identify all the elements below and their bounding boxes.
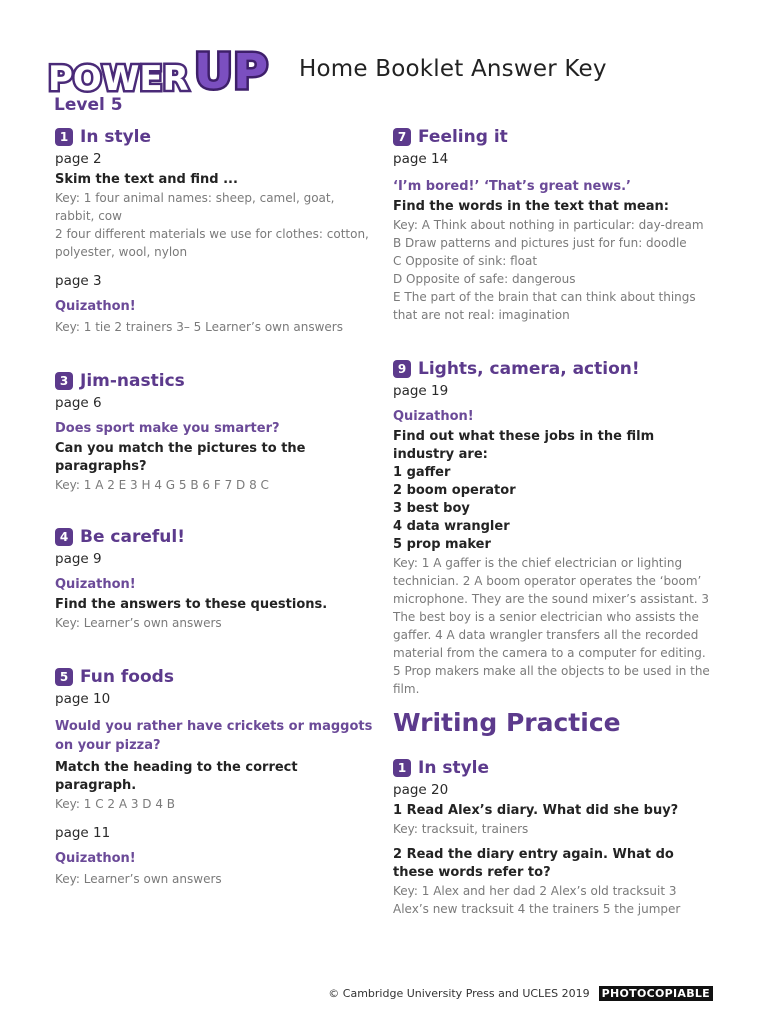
- job-item: 1 gaffer: [393, 465, 451, 480]
- document-title: Home Booklet Answer Key: [299, 56, 607, 82]
- page-ref: page 2: [55, 151, 102, 167]
- unit-number-badge: 9: [393, 360, 411, 378]
- page-ref: page 3: [55, 273, 102, 289]
- page-ref: page 6: [55, 395, 102, 411]
- answer-key: Key: 1 Alex and her dad 2 Alex’s old tracksuit 3 Alex’s new tracksuit 4 the trainers 5 the jumper: [393, 884, 681, 916]
- answer-key: D Opposite of safe: dangerous: [393, 272, 576, 286]
- sub-heading: Does sport make you smarter?: [55, 421, 280, 436]
- answer-key: Key: Learner’s own answers: [55, 872, 222, 886]
- unit-title: Fun foods: [80, 667, 174, 687]
- page-ref: page 14: [393, 151, 449, 167]
- answer-key: Key: A Think about nothing in particular: day-dream: [393, 218, 704, 232]
- answer-key: Key: 1 four animal names: sheep, camel, goat, rabbit, cow: [55, 191, 335, 223]
- footer: [328, 986, 713, 1001]
- svg-text:POWER: POWER: [48, 59, 189, 99]
- job-item: 4 data wrangler: [393, 519, 510, 534]
- task-heading: Can you match the pictures to the paragraphs?: [55, 441, 306, 474]
- unit-number-badge: 5: [55, 668, 73, 686]
- answer-key: Key: Learner’s own answers: [55, 616, 222, 630]
- unit-9: [393, 358, 713, 698]
- unit-number-badge: 3: [55, 372, 73, 390]
- page-ref: page 10: [55, 691, 111, 707]
- page-ref: page 11: [55, 825, 111, 841]
- sub-heading: Quizathon!: [55, 577, 136, 592]
- page-ref: page 20: [393, 782, 449, 798]
- photocopiable-badge: PHOTOCOPIABLE: [599, 986, 713, 1001]
- sub-heading: Would you rather have crickets or maggots on your pizza?: [55, 719, 373, 753]
- sub-heading: Quizathon!: [55, 851, 136, 866]
- answer-key: 2 four different materials we use for clothes: cotton, polyester, wool, nylon: [55, 227, 369, 259]
- task-heading: Find the words in the text that mean:: [393, 199, 669, 214]
- answer-key: Key: 1 C 2 A 3 D 4 B: [55, 797, 176, 811]
- sub-heading: Quizathon!: [393, 409, 474, 424]
- power-up-logo: [44, 40, 280, 102]
- unit-number-badge: 1: [55, 128, 73, 146]
- unit-title: Be careful!: [80, 527, 185, 547]
- answer-key: Key: tracksuit, trainers: [393, 822, 529, 836]
- unit-3: [55, 370, 375, 494]
- task-heading: Find out what these jobs in the film industry are:: [393, 429, 655, 462]
- page-ref: page 19: [393, 383, 449, 399]
- unit-number-badge: 1: [393, 759, 411, 777]
- sub-heading: Quizathon!: [55, 299, 136, 314]
- unit-number-badge: 7: [393, 128, 411, 146]
- right-column: [393, 126, 713, 918]
- unit-4: [55, 526, 375, 632]
- task-heading: Find the answers to these questions.: [55, 597, 328, 612]
- task-heading: 2 Read the diary entry again. What do these words refer to?: [393, 847, 674, 880]
- svg-text:UP: UP: [194, 44, 269, 100]
- copyright-text: © Cambridge University Press and UCLES 2019: [328, 987, 590, 1000]
- answer-key: Key: 1 A 2 E 3 H 4 G 5 B 6 F 7 D 8 C: [55, 478, 269, 492]
- section-title: Writing Practice: [393, 708, 621, 737]
- answer-key: Key: 1 tie 2 trainers 3– 5 Learner’s own answers: [55, 320, 343, 334]
- job-item: 5 prop maker: [393, 537, 491, 552]
- answer-key: Key: 1 A gaffer is the chief electrician or lighting technician. 2 A boom operator operates the ‘boom’ microphone. They are the sound mixer’s assistant. 3 The best boy is a senior electrician who assists the gaffer. 4 A data wrangler transfers all the recorded material from the camera to a computer for editing. 5 Prop makers make all the objects to be used in the film.: [393, 556, 710, 696]
- task-heading: Skim the text and find ...: [55, 172, 238, 187]
- unit-title: Lights, camera, action!: [418, 359, 640, 379]
- unit-7: [393, 126, 713, 324]
- answer-key: C Opposite of sink: float: [393, 254, 538, 268]
- sub-heading: ‘I’m bored!’ ‘That’s great news.’: [393, 179, 631, 194]
- left-column: [55, 126, 375, 888]
- page-ref: page 9: [55, 551, 102, 567]
- answer-key: B Draw patterns and pictures just for fun: doodle: [393, 236, 687, 250]
- writing-practice: [393, 708, 713, 918]
- answer-key: E The part of the brain that can think about things that are not real: imagination: [393, 290, 696, 322]
- unit-number-badge: 4: [55, 528, 73, 546]
- unit-title: In style: [80, 127, 152, 147]
- unit-title: Feeling it: [418, 127, 508, 147]
- unit-title: In style: [418, 758, 490, 778]
- job-item: 2 boom operator: [393, 483, 516, 498]
- level-label: Level 5: [54, 95, 123, 115]
- unit-title: Jim-nastics: [80, 371, 185, 391]
- unit-5: [55, 666, 375, 888]
- job-item: 3 best boy: [393, 501, 470, 516]
- task-heading: 1 Read Alex’s diary. What did she buy?: [393, 803, 679, 818]
- unit-1: [55, 126, 375, 336]
- task-heading: Match the heading to the correct paragraph.: [55, 760, 298, 793]
